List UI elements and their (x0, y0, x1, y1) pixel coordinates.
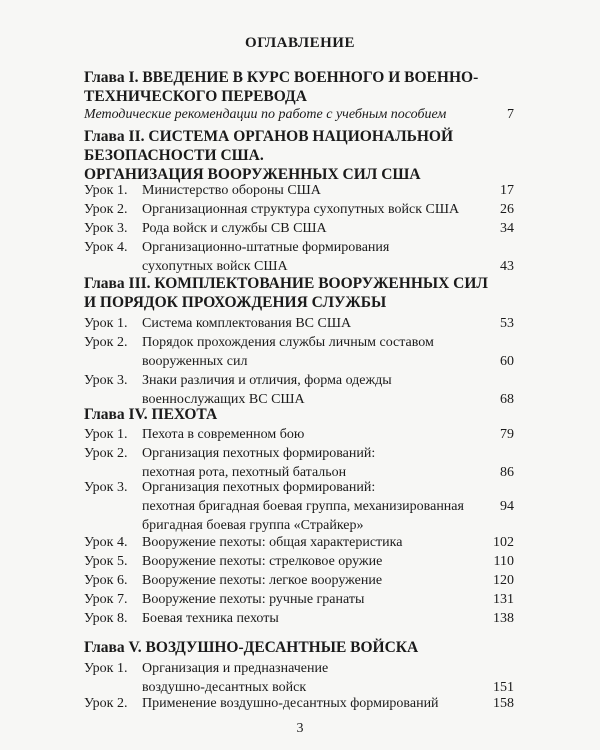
lesson-number: Урок 3. (84, 480, 128, 495)
lesson-title: Организация и предназначение (142, 661, 329, 676)
lesson-number: Урок 2. (84, 696, 128, 711)
lesson-number: Урок 5. (84, 554, 128, 569)
page-ref: 79 (500, 427, 514, 442)
chapter-title-line: Глава III. КОМПЛЕКТОВАНИЕ ВООРУЖЕННЫХ СИЛ (84, 275, 488, 292)
page-number: 3 (296, 721, 304, 736)
lesson-title-cont: пехотная рота, пехотный батальон (142, 465, 347, 480)
chapter-title-line: Глава I. ВВЕДЕНИЕ В КУРС ВОЕННОГО И ВОЕННО- (84, 69, 479, 86)
chapter-title-line: И ПОРЯДОК ПРОХОЖДЕНИЯ СЛУЖБЫ (84, 294, 387, 311)
lesson-title: Вооружение пехоты: общая характеристика (142, 535, 403, 550)
lesson-title-cont: воздушно-десантных войск (142, 680, 307, 695)
lesson-title-cont: военнослужащих ВС США (142, 392, 305, 407)
page-ref: 102 (493, 535, 514, 550)
lesson-number: Урок 4. (84, 535, 128, 550)
chapter-2-title (84, 127, 514, 184)
page-ref: 94 (500, 499, 514, 514)
toc-entry (84, 609, 514, 629)
lesson-title: Применение воздушно-десантных формирований (142, 696, 439, 711)
lesson-title: Порядок прохождения службы личным составом (142, 335, 434, 350)
page-ref: 60 (500, 354, 514, 369)
page-ref: 43 (500, 259, 514, 274)
page-ref: 34 (500, 221, 514, 236)
lesson-title: Система комплектования ВС США (142, 316, 352, 331)
toc-entry (84, 571, 514, 591)
lesson-title: Рода войск и службы СВ США (142, 221, 327, 236)
toc-title: ОГЛАВЛЕНИЕ (245, 35, 355, 51)
toc-entry (84, 333, 514, 373)
lesson-title-cont: вооруженных сил (142, 354, 248, 369)
page-ref: 158 (493, 696, 514, 711)
toc-entry (84, 425, 514, 445)
lesson-title: Вооружение пехоты: ручные гранаты (142, 592, 365, 607)
lesson-number: Урок 1. (84, 427, 128, 442)
page-ref: 26 (500, 202, 514, 217)
toc-entry (84, 238, 514, 278)
lesson-title: Организация пехотных формирований: (142, 446, 376, 461)
page-ref: 138 (493, 611, 514, 626)
lesson-number: Урок 2. (84, 202, 128, 217)
toc-entry (84, 219, 514, 239)
page-ref: 131 (493, 592, 514, 607)
chapter-title-line: ТЕХНИЧЕСКОГО ПЕРЕВОДА (84, 88, 307, 105)
toc-entry (84, 478, 514, 538)
lesson-number: Урок 1. (84, 316, 128, 331)
chapter-title-line: Глава IV. ПЕХОТА (84, 406, 218, 423)
lesson-number: Урок 3. (84, 373, 128, 388)
toc-entry (84, 533, 514, 553)
lesson-title: Вооружение пехоты: легкое вооружение (142, 573, 383, 588)
lesson-title: Министерство обороны США (142, 183, 321, 198)
toc-entry (84, 590, 514, 610)
toc-entry (84, 314, 514, 334)
chapter-1-title (84, 68, 514, 106)
lesson-title: Организация пехотных формирований: (142, 480, 376, 495)
lesson-title-cont: бригадная боевая группа «Страйкер» (142, 518, 364, 533)
page-ref: 151 (493, 680, 514, 695)
page-ref: 7 (507, 107, 514, 122)
chapter-title-line: ОРГАНИЗАЦИЯ ВООРУЖЕННЫХ СИЛ США (84, 166, 421, 183)
lesson-number: Урок 6. (84, 573, 128, 588)
toc-entry (84, 200, 514, 220)
chapter-title-line: Глава V. ВОЗДУШНО-ДЕСАНТНЫЕ ВОЙСКА (84, 639, 419, 656)
toc-entry (84, 552, 514, 572)
lesson-number: Урок 3. (84, 221, 128, 236)
toc-entry (84, 694, 514, 714)
page-ref: 17 (500, 183, 514, 198)
lesson-title: Организационно-штатные формирования (142, 240, 390, 255)
page-ref: 86 (500, 465, 514, 480)
chapter-1-intro (84, 105, 514, 125)
lesson-number: Урок 1. (84, 661, 128, 676)
lesson-number: Урок 1. (84, 183, 128, 198)
lesson-title: Вооружение пехоты: стрелковое оружие (142, 554, 383, 569)
page-ref: 53 (500, 316, 514, 331)
lesson-number: Урок 8. (84, 611, 128, 626)
lesson-number: Урок 2. (84, 446, 128, 461)
lesson-title: Пехота в современном бою (142, 427, 305, 442)
chapter-4-title (84, 405, 514, 424)
chapter-title-line: БЕЗОПАСНОСТИ США. (84, 147, 264, 164)
page-ref: 110 (493, 554, 514, 569)
lesson-title: Знаки различия и отличия, форма одежды (142, 373, 392, 388)
chapter-5-title (84, 638, 514, 657)
lesson-number: Урок 4. (84, 240, 128, 255)
lesson-title-cont: сухопутных войск США (142, 259, 288, 274)
chapter-title-line: Глава II. СИСТЕМА ОРГАНОВ НАЦИОНАЛЬНОЙ (84, 128, 454, 145)
chapter-3-title (84, 274, 514, 312)
lesson-title-cont: пехотная бригадная боевая группа, механизированная (142, 499, 464, 514)
lesson-number: Урок 7. (84, 592, 128, 607)
lesson-number: Урок 2. (84, 335, 128, 350)
lesson-title: Боевая техника пехоты (142, 611, 279, 626)
toc-entry (84, 659, 514, 699)
intro-text: Методические рекомендации по работе с учебным пособием (84, 107, 447, 122)
toc-entry (84, 181, 514, 201)
page-ref: 120 (493, 573, 514, 588)
lesson-title: Организационная структура сухопутных войск США (142, 202, 460, 217)
page-ref: 68 (500, 392, 514, 407)
